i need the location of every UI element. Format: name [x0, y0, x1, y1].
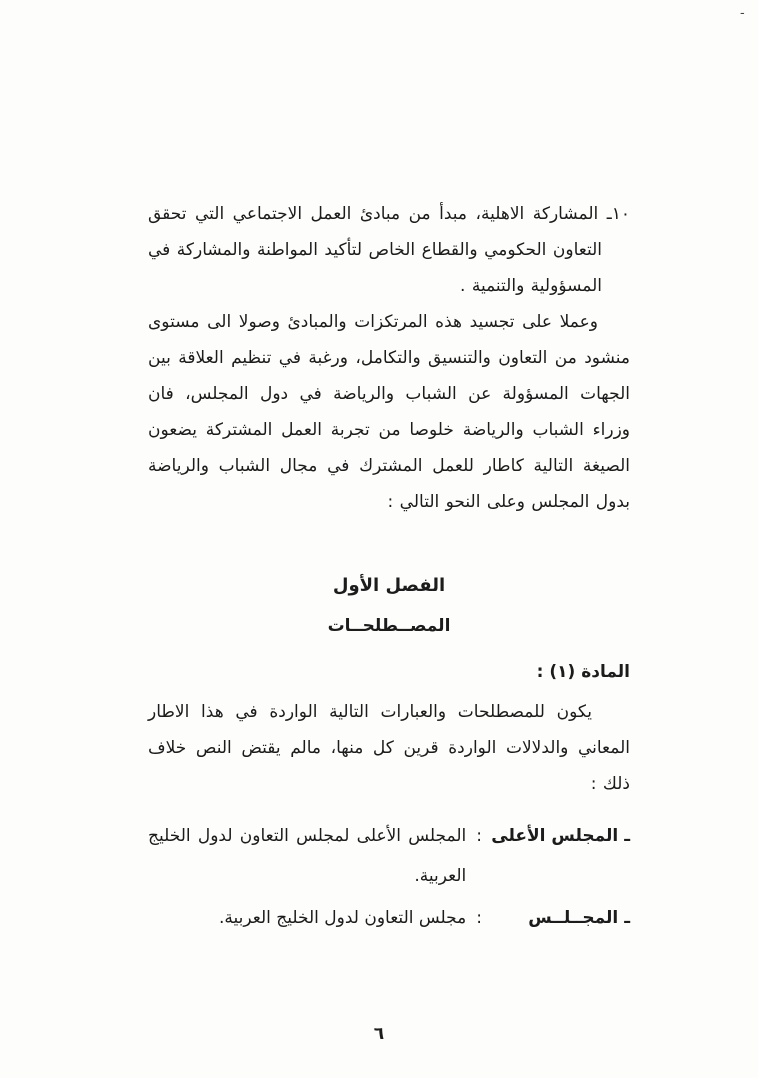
preamble-paragraph: وعملا على تجسيد هذه المرتكزات والمبادئ وصولا الى مستوى منشود من التعاون والتنسيق والتكامل، ورغبة في تنظيم العلاقة بين الجهات المسؤولة عن الشباب والرياضة في دول المجلس، فان وزراء الشباب والرياضة خلوصا من تجربة العمل المشتركة يضعون الصيغة التالية كاطار للعمل المشترك في مجال الشباب والرياضة بدول المجلس وعلى النحو التالي : [148, 312, 630, 512]
definition-term [482, 898, 630, 938]
definition-term [482, 816, 630, 856]
article-1-intro: يكون للمصطلحات والعبارات التالية الواردة في هذا الاطار المعاني والدلالات الواردة قرين كل منها، مالم يقتض النص خلاف ذلك : [148, 702, 630, 794]
article-1-label: المادة (١) : [536, 662, 630, 682]
definition-text: المجلس الأعلى لمجلس التعاون لدول الخليج العربية. [148, 826, 467, 886]
definition-council [148, 898, 630, 938]
document-content [148, 196, 630, 940]
definition-supreme-council [148, 816, 630, 896]
chapter-subtitle: المصــطلحــات [327, 616, 451, 636]
corner-mark: - [740, 6, 745, 21]
chapter-title: الفصل الأول [332, 575, 446, 596]
definition-dash: ـ [624, 826, 630, 846]
definition-term-text: المجــلــس [528, 908, 619, 928]
definition-term-text: المجلس الأعلى [491, 826, 619, 846]
definition-dash: ـ [624, 908, 630, 928]
definition-separator: : [476, 826, 482, 846]
clause-10-paragraph: ١٠ـ المشاركة الاهلية، مبدأ من مبادئ العمل الاجتماعي التي تحقق التعاون الحكومي والقطاع الخاص لتأكيد المواطنة والمشاركة في المسؤولية والتنمية . [148, 204, 630, 296]
definition-separator: : [476, 908, 482, 928]
definition-text: مجلس التعاون لدول الخليج العربية. [219, 908, 467, 928]
definitions-list [148, 816, 630, 938]
page-number: ٦ [373, 1024, 385, 1044]
